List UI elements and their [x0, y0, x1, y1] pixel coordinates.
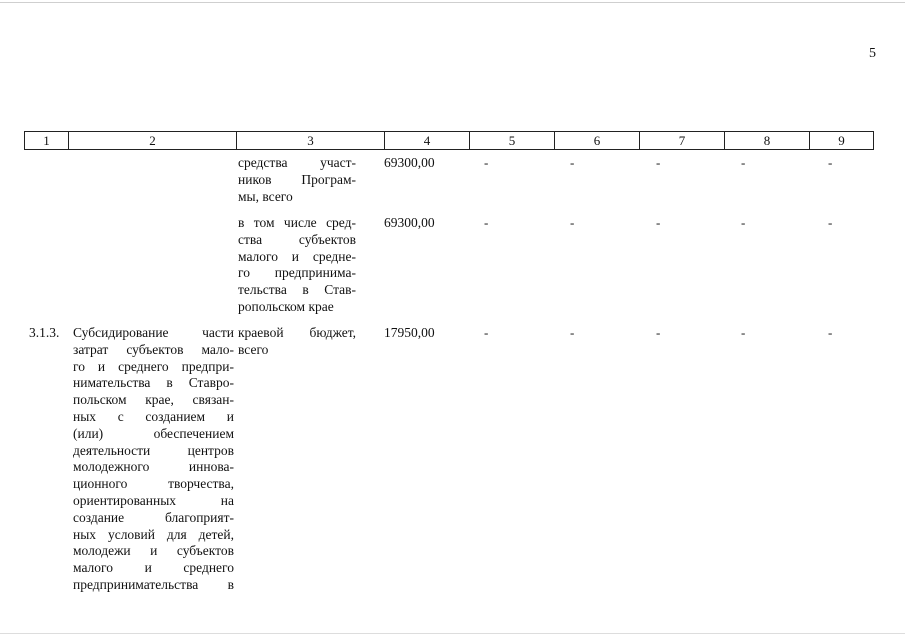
row1-dash-col6: -	[570, 155, 575, 170]
text-line: ционного творчества,	[73, 476, 234, 492]
text-line: создание благоприят-	[73, 509, 234, 525]
bottom-scan-artifact	[0, 633, 905, 634]
text-line: (или) обеспечением	[73, 425, 234, 441]
row1-dash-col5: -	[484, 155, 489, 170]
row2-dash-col5: -	[484, 215, 489, 230]
row2-dash-col9: -	[828, 215, 833, 230]
text-line: ропольском крае	[238, 298, 334, 314]
row3-item-code: 3.1.3.	[29, 325, 60, 340]
text-line: ориентированных на	[73, 492, 234, 508]
header-cell-8: 8	[724, 131, 810, 150]
text-line: молодежи и субъектов	[73, 543, 234, 559]
row1-dash-col9: -	[828, 155, 833, 170]
text-line: краевой бюджет,	[238, 325, 356, 340]
page-number: 5	[869, 46, 876, 61]
top-scan-artifact	[0, 2, 905, 3]
text-line: затрат субъектов мало-	[73, 341, 234, 357]
row3-amount: 17950,00	[384, 325, 435, 340]
row2-dash-col7: -	[656, 215, 661, 230]
text-line: ных условий для детей,	[73, 526, 234, 542]
row3-dash-col8: -	[741, 325, 746, 340]
row1-source-cell	[238, 155, 356, 205]
row2-dash-col6: -	[570, 215, 575, 230]
row1-amount: 69300,00	[384, 155, 435, 170]
text-line: молодежного иннова-	[73, 459, 234, 475]
text-line: ства субъектов	[238, 231, 356, 247]
row2-source-cell	[238, 215, 356, 316]
table-header-row	[24, 131, 874, 150]
header-cell-2: 2	[68, 131, 237, 150]
header-cell-4: 4	[384, 131, 470, 150]
text-line: ных с созданием и	[73, 408, 234, 424]
text-line: малого и средне-	[238, 248, 356, 264]
text-line: Субсидирование части	[73, 325, 234, 340]
text-line: предпринимательства в	[73, 576, 234, 592]
text-line: го предпринима-	[238, 265, 356, 281]
text-line: в том числе сред-	[238, 215, 356, 230]
text-line: польском крае, связан-	[73, 392, 234, 408]
row3-dash-col6: -	[570, 325, 575, 340]
text-line: нимательства в Ставро-	[73, 375, 234, 391]
row1-dash-col7: -	[656, 155, 661, 170]
row3-dash-col9: -	[828, 325, 833, 340]
header-cell-9: 9	[809, 131, 874, 150]
header-cell-6: 6	[554, 131, 640, 150]
row3-dash-col7: -	[656, 325, 661, 340]
header-cell-7: 7	[639, 131, 725, 150]
text-line: го и среднего предпри-	[73, 358, 234, 374]
header-cell-3: 3	[236, 131, 385, 150]
row3-dash-col5: -	[484, 325, 489, 340]
text-line: тельства в Став-	[238, 282, 356, 298]
row2-amount: 69300,00	[384, 215, 435, 230]
text-line: всего	[238, 341, 269, 357]
header-cell-5: 5	[469, 131, 555, 150]
row3-source-cell	[238, 325, 356, 359]
text-line: малого и среднего	[73, 560, 234, 576]
text-line: деятельности центров	[73, 442, 234, 458]
header-cell-1: 1	[24, 131, 69, 150]
row2-dash-col8: -	[741, 215, 746, 230]
row1-dash-col8: -	[741, 155, 746, 170]
text-line: мы, всего	[238, 188, 293, 204]
text-line: ников Програм-	[238, 171, 356, 187]
text-line: средства участ-	[238, 155, 356, 170]
row3-name-cell	[73, 325, 234, 594]
